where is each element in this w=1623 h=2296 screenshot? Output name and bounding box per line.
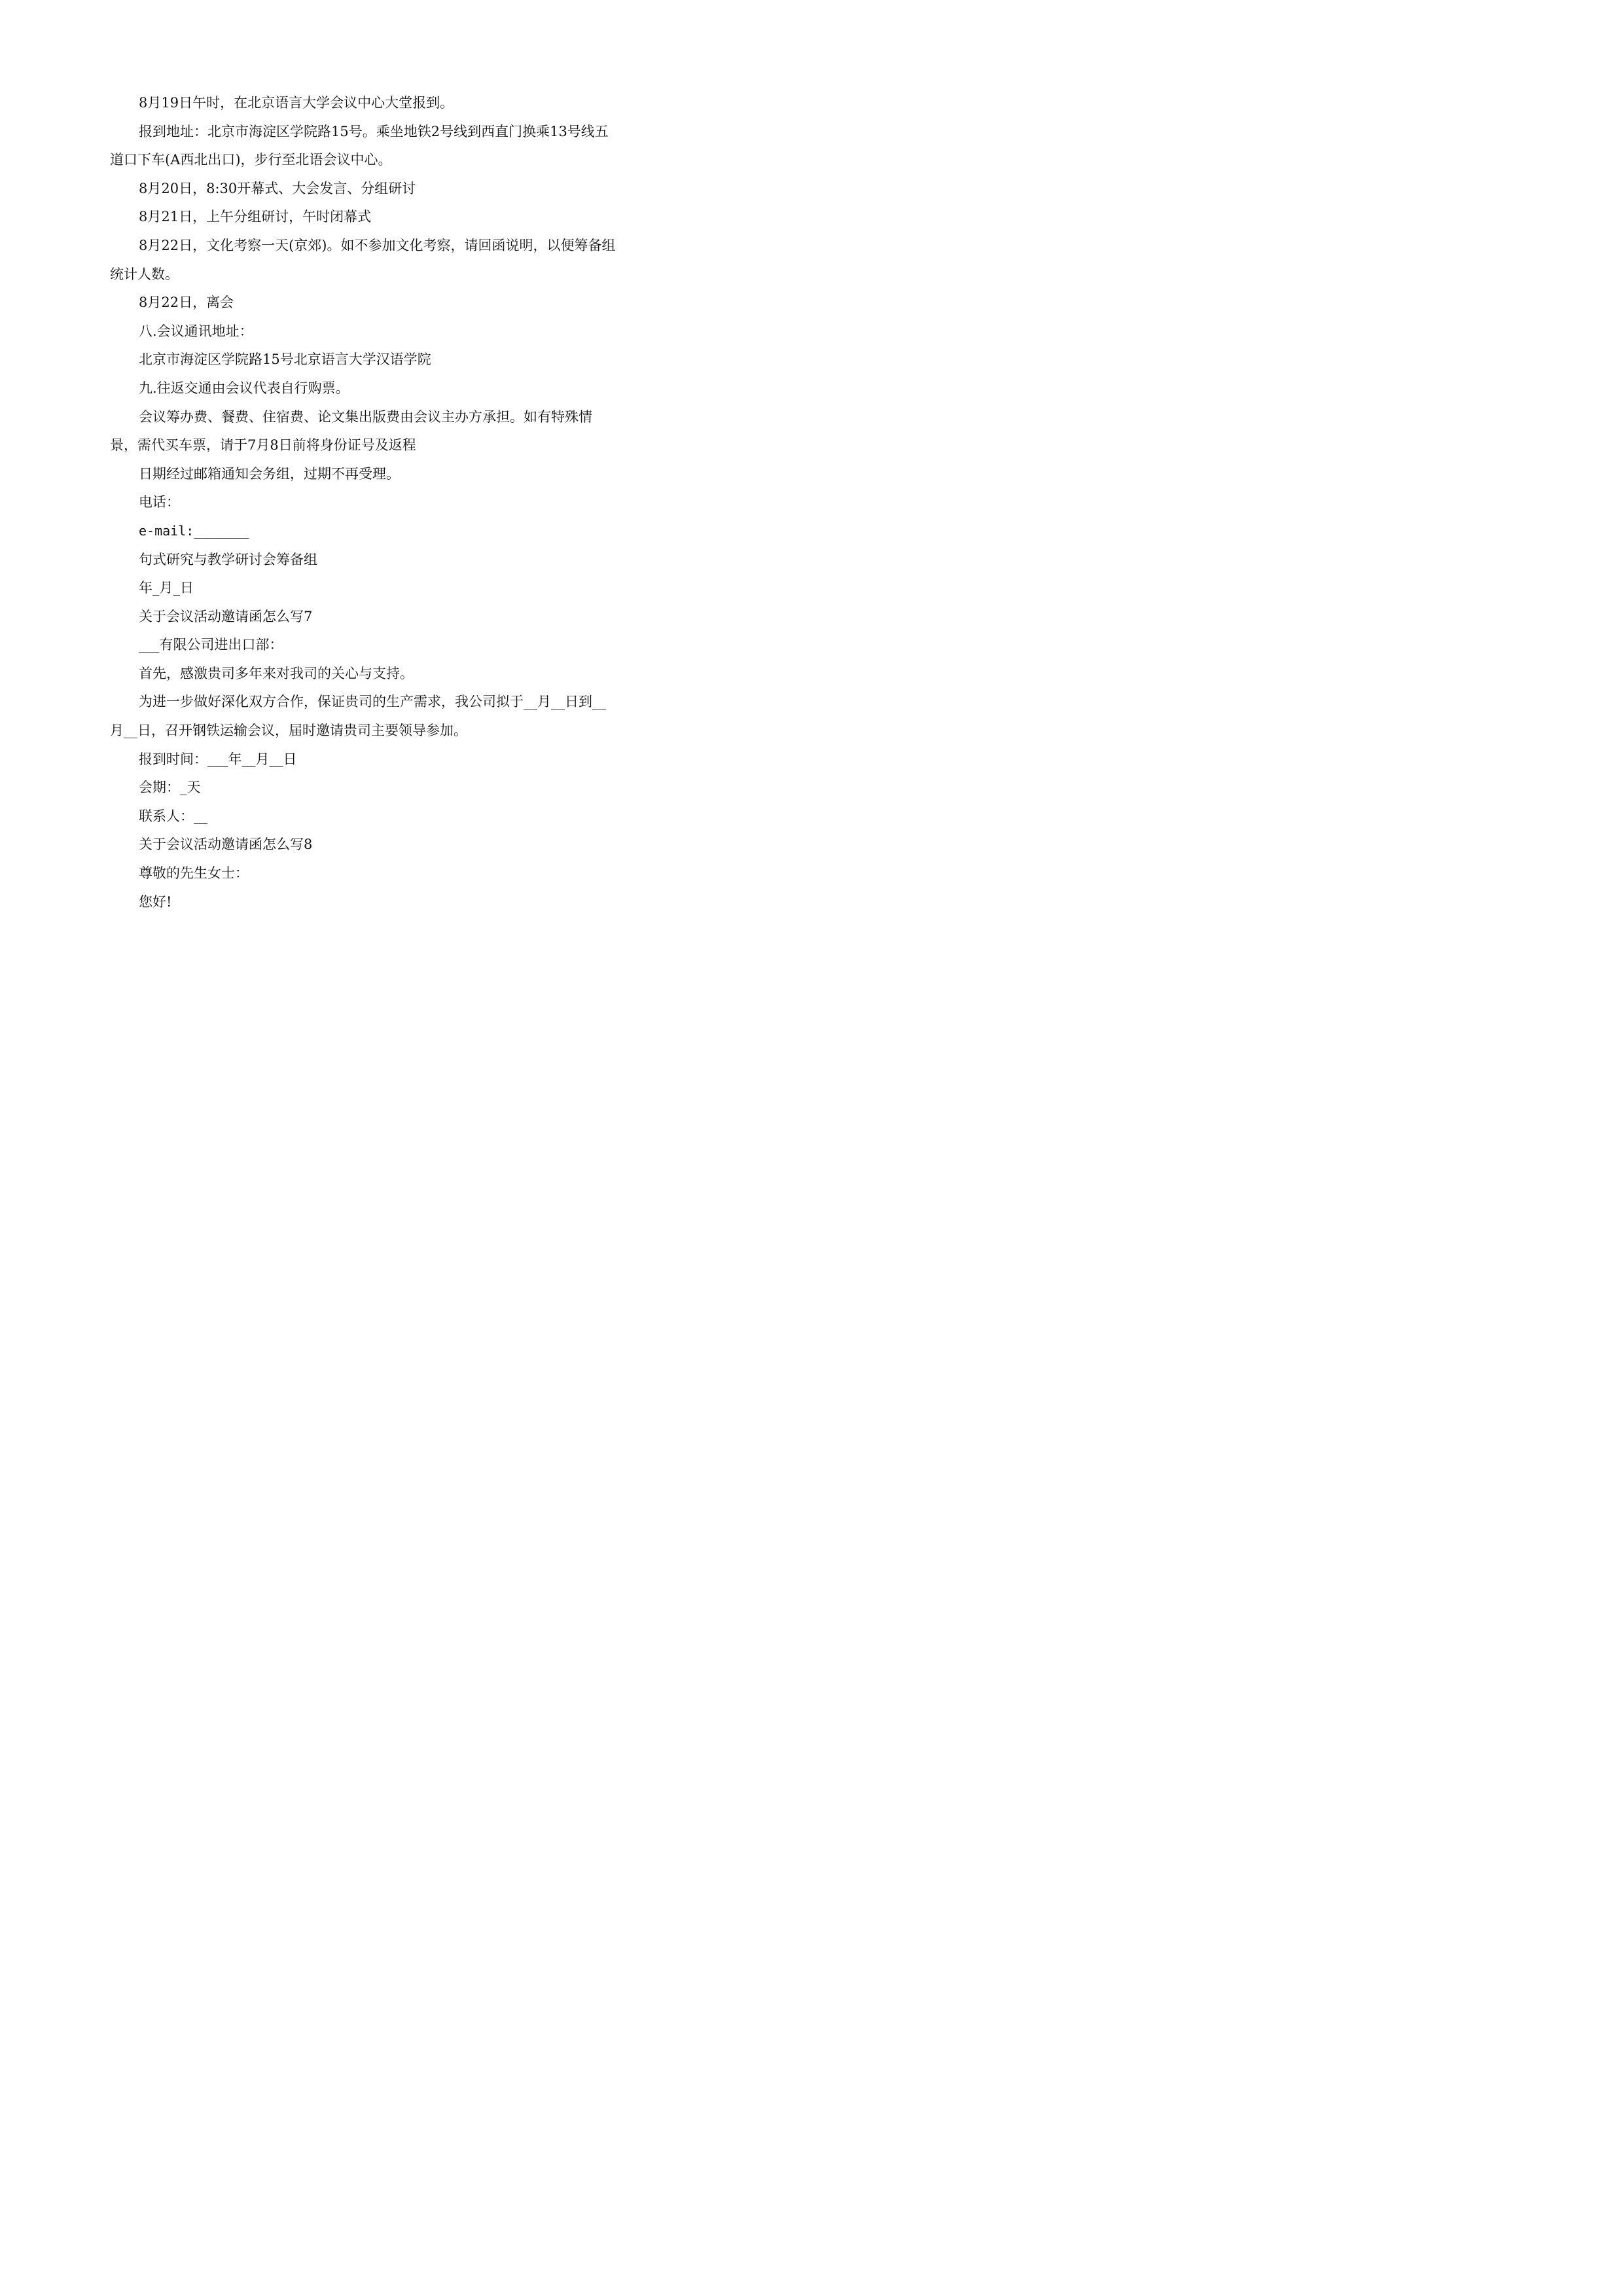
letter-meeting-duration: 会期：_天 bbox=[139, 780, 201, 796]
paragraph-aug22-departure: 8月22日，离会 bbox=[139, 295, 234, 311]
paragraph-registration-time: 8月19日午时，在北京语言大学会议中心大堂报到。 bbox=[139, 95, 454, 111]
paragraph-mailing-address: 北京市海淀区学院路15号北京语言大学汉语学院 bbox=[139, 351, 431, 368]
section-title-sample-8: 关于会议活动邀请函怎么写8 bbox=[139, 836, 313, 853]
signature-organizer: 句式研究与教学研讨会筹备组 bbox=[139, 551, 317, 567]
contact-phone: 电话： bbox=[139, 494, 180, 511]
paragraph-fees: 会议筹办费、餐费、住宿费、论文集出版费由会议主办方承担。如有特殊情景，需代买车票，请于7月8日前将身份证号及返程 bbox=[110, 408, 592, 454]
letter-recipient: ___有限公司进出口部： bbox=[139, 637, 283, 653]
paragraph-registration-address: 报到地址：北京市海淀区学院路15号。乘坐地铁2号线到西直门换乘13号线五道口下车(A西北出口)，步行至北语会议中心。 bbox=[110, 123, 609, 168]
letter-invitation-body: 为进一步做好深化双方合作，保证贵司的生产需求，我公司拟于__月__日到__月__日，召开钢铁运输会议，届时邀请贵司主要领导参加。 bbox=[110, 694, 606, 739]
section-heading-mailing-address: 八.会议通讯地址： bbox=[139, 323, 253, 339]
paragraph-email-notice: 日期经过邮箱通知会务组，过期不再受理。 bbox=[139, 465, 400, 482]
letter-hello: 您好! bbox=[139, 893, 172, 910]
paragraph-aug21-schedule: 8月21日，上午分组研讨，午时闭幕式 bbox=[139, 209, 372, 225]
paragraph-aug22-excursion: 8月22日，文化考察一天(京郊)。如不参加文化考察，请回函说明，以便筹备组统计人数。 bbox=[110, 237, 616, 282]
document-body bbox=[110, 89, 618, 916]
letter-salutation: 尊敬的先生女士： bbox=[139, 865, 249, 882]
signature-date: 年_月_日 bbox=[139, 580, 194, 596]
paragraph-aug20-schedule: 8月20日，8:30开幕式、大会发言、分组研讨 bbox=[139, 180, 416, 196]
section-heading-transport: 九.往返交通由会议代表自行购票。 bbox=[139, 380, 349, 396]
letter-registration-time: 报到时间：___年__月__日 bbox=[139, 751, 297, 767]
letter-contact-person: 联系人：__ bbox=[139, 808, 207, 824]
contact-email: e-mail:_______ bbox=[139, 522, 249, 539]
section-title-sample-7: 关于会议活动邀请函怎么写7 bbox=[139, 608, 313, 624]
document-page bbox=[0, 0, 725, 1026]
letter-greeting-thanks: 首先，感激贵司多年来对我司的关心与支持。 bbox=[139, 665, 414, 681]
